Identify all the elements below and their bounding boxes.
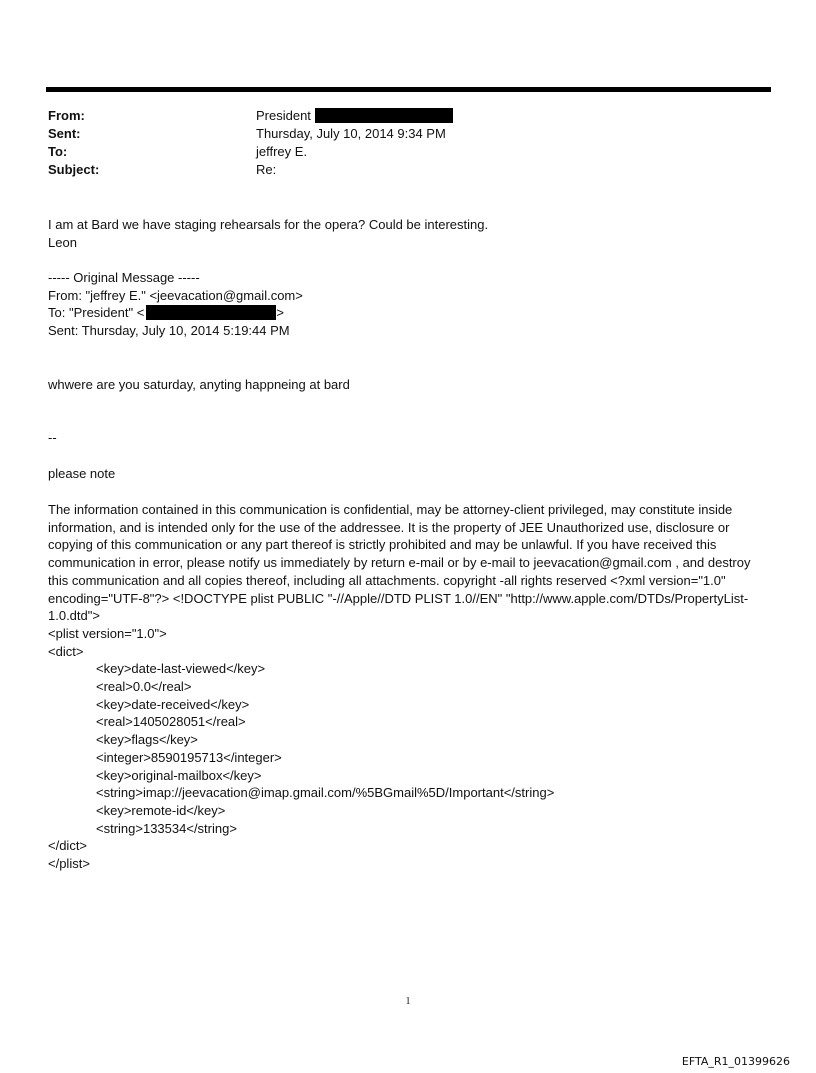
message-text: whwere are you saturday, anyting happneing at bard [48,377,350,392]
disclaimer-block [48,501,773,873]
header-rule [46,87,771,92]
disclaimer-text: The information contained in this communication is confidential, may be attorney-client privileged, may constitute inside information, and is intended only for the use of the addressee. It is the property of JEE Unauthorized use, disclosure or copying of this communication or any part thereof is strictly prohibited and may be unlawful. If you have received this communication in error, please notify us immediately by return e-mail or by e-mail to jeevacation@gmail.com , and destroy this communication and all copies thereof, including all attachments. copyright -all rights reserved <?xml version="1.0" encoding="UTF-8"?> <!DOCTYPE plist PUBLIC "-//Apple//DTD PLIST 1.0//EN" "http://www.apple.com/DTDs/PropertyList-1.0.dtd"> [48,502,751,624]
plist-entry: <real>0.0</real> [96,679,192,695]
message-body [48,376,773,394]
plist-entry: <key>remote-id</key> [96,802,226,818]
plist-entry: <key>original-mailbox</key> [96,767,262,783]
original-to-line [48,304,773,322]
plist-open: <plist version="1.0"> [48,625,167,641]
signature-separator [48,429,773,447]
original-sent-line: Sent: Thursday, July 10, 2014 5:19:44 PM [48,323,290,339]
original-message-heading: ----- Original Message ----- [48,270,200,285]
original-to-suffix: > [276,305,284,321]
subject-value: Re: [256,162,277,177]
bates-stamp: EFTA_R1_01399626 [681,1055,790,1068]
plist-entry: <key>flags</key> [96,732,198,748]
to-label: To: [48,144,68,159]
page-number: 1 [405,996,411,1007]
dict-close: </dict> [48,838,88,854]
reply-signature: Leon [48,234,77,250]
to-value: jeffrey E. [256,144,308,159]
plist-entry: <key>date-last-viewed</key> [96,661,266,677]
from-label: From: [48,108,85,123]
plist-entry: <integer>8590195713</integer> [96,749,282,765]
dict-open: <dict> [48,643,84,659]
from-name: President [256,108,311,123]
plist-close: </plist> [48,856,90,872]
sig-separator: -- [48,430,57,445]
original-to-prefix: To: "President" < [48,305,145,321]
plist-entry: <string>imap://jeevacation@imap.gmail.com/%5BGmail%5D/Important</string> [96,785,555,801]
reply-block [48,216,773,251]
original-message-header [48,269,773,340]
sent-value: Thursday, July 10, 2014 9:34 PM [256,126,446,141]
original-from-line: From: "jeffrey E." <jeevacation@gmail.com> [48,287,303,303]
plist-entry: <string>133534</string> [96,820,237,836]
redaction-bar [146,305,276,320]
note-text: please note [48,466,116,481]
subject-label: Subject: [48,162,100,177]
reply-line: I am at Bard we have staging rehearsals for the opera? Could be interesting. [48,217,489,232]
redaction-bar [315,108,453,123]
note-block [48,465,773,483]
from-value [256,107,453,125]
plist-entry: <real>1405028051</real> [96,714,246,730]
sent-label: Sent: [48,126,81,141]
plist-entry: <key>date-received</key> [96,696,250,712]
